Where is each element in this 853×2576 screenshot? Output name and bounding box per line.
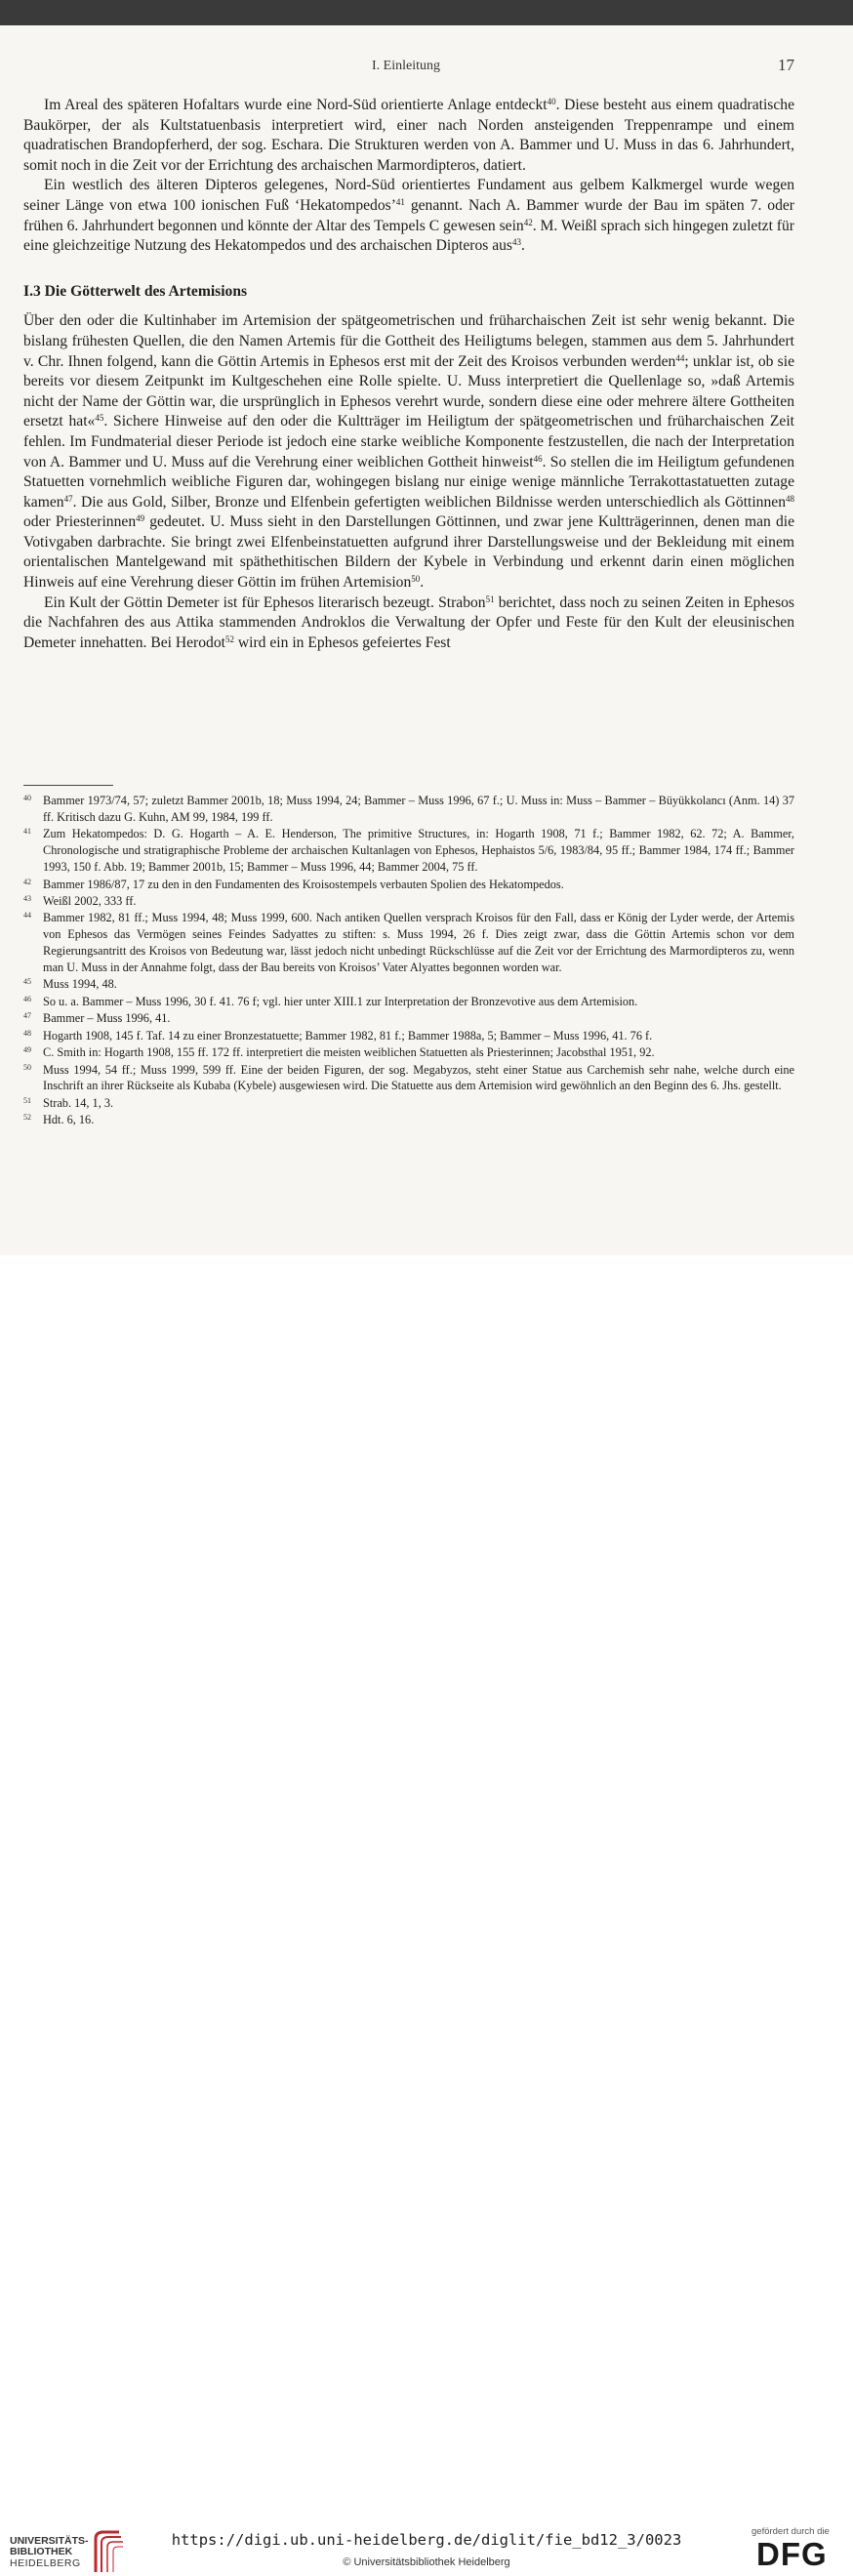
footnote-text: Muss 1994, 54 ff.; Muss 1999, 599 ff. Eine der beiden Figuren, der sog. Megabyzos, steht einer Statue aus Carchemish sehr nahe, welche durch eine Inschrift an ihrer Rückseite als Kubaba (Kybele) ausgewiesen wird. Die Statuette aus dem Artemision wird gewöhnlich an den Beginn des 6. Jhs. gestellt. bbox=[43, 1062, 794, 1093]
scan-top-edge bbox=[0, 0, 853, 25]
footnote-text: Hogarth 1908, 145 f. Taf. 14 zu einer Bronzestatuette; Bammer 1982, 81 f.; Bammer 1988a, 5; Bammer – Muss 1996, 41. 76 f. bbox=[43, 1028, 653, 1043]
paragraph: Im Areal des späteren Hofaltars wurde eine Nord-Süd orientierte Anlage entdeckt$^{40}$. Diese besteht aus einem quadratische Baukörper, der als Kultstatuenbasis interpretiert wird, einer nach Norden ansteigenden Treppenrampe und einem quadratischen Brandopferherd, der sog. Eschara. Die Strukturen werden von A. Bammer und U. Muss in das 6. Jahrhundert, somit noch in die Zeit vor der Errichtung des archaischen Marmordipteros, datiert. bbox=[23, 97, 794, 174]
footnote-number: 43 bbox=[23, 893, 31, 903]
footnote-number: 48 bbox=[23, 1028, 31, 1038]
footnote-ref[interactable]: 48 bbox=[786, 493, 794, 504]
footnote-number: 45 bbox=[23, 977, 31, 987]
footnote-number: 42 bbox=[23, 877, 31, 886]
footnote-ref[interactable]: 45 bbox=[95, 413, 104, 424]
footnote bbox=[23, 826, 794, 876]
footnote-ref[interactable]: 42 bbox=[523, 217, 533, 227]
main-text bbox=[23, 96, 794, 653]
footnote-ref[interactable]: 52 bbox=[224, 634, 234, 644]
footnote-text: So u. a. Bammer – Muss 1996, 30 f. 41. 76 f; vgl. hier unter XIII.1 zur Interpretation der Bronzevotive aus dem Artemision. bbox=[43, 994, 638, 1008]
footnote-text: Zum Hekatompedos: D. G. Hogarth – A. E. Henderson, The primitive Structures, in: Hogarth 1908, 71 f.; Bammer 1982, 62. 72; A. Bammer, Chronologische und stratigraphische Probleme der archaischen Kultanlagen von Ephesos, Hephaistos 5/6, 1983/84, 95 ff.; Bammer 1984, 174 ff.; Bammer 1993, 150 f. Abb. 19; Bammer 2001b, 15; Bammer – Muss 1996, 44; Bammer 2004, 75 ff. bbox=[43, 827, 794, 875]
footnote-number: 51 bbox=[23, 1095, 31, 1105]
footnote bbox=[23, 793, 794, 826]
footnote-text: Bammer 1973/74, 57; zuletzt Bammer 2001b, 18; Muss 1994, 24; Bammer – Muss 1996, 67 f.; U. Muss in: Muss – Bammer – Büyükkolancı (Anm. 14) 37 ff. Kritisch dazu G. Kuhn, AM 99, 1984, 199 ff. bbox=[43, 794, 794, 824]
footnote-ref[interactable]: 47 bbox=[63, 493, 73, 504]
footnote-number: 46 bbox=[23, 994, 31, 1003]
footnote bbox=[23, 1062, 794, 1095]
footnote-ref[interactable]: 40 bbox=[547, 97, 556, 106]
footnotes bbox=[23, 793, 794, 1129]
footnote-ref[interactable]: 51 bbox=[485, 593, 495, 604]
page-number: 17 bbox=[778, 56, 794, 74]
footnote-number: 47 bbox=[23, 1011, 31, 1021]
footnote bbox=[23, 1010, 794, 1027]
footnote-ref[interactable]: 49 bbox=[136, 513, 145, 524]
footnote-text: Bammer 1982, 81 ff.; Muss 1994, 48; Muss 1999, 600. Nach antiken Quellen versprach Kroisos für den Fall, dass er König der Lyder werde, der Artemis von Ephesos das Vermögen seines Feindes Sadyattes zu stiften: s. Muss 1994, 26 f. Dies zeigt zwar, dass die Göttin Artemis schon vor dem Regierungsantritt des Kroisos von Bedeutung war, lässt jedoch nicht unbedingt Rückschlüsse auf die Zeit vor der Errichtung des Marmordipteros zu, wenn man U. Muss in der Annahme folgt, dass der Bau bereits von Kroisos’ Vater Alyattes begonnen worden war. bbox=[43, 911, 794, 975]
footnote-separator bbox=[23, 785, 113, 786]
footnote bbox=[23, 1044, 794, 1061]
footnote bbox=[23, 1095, 794, 1112]
footnote bbox=[23, 910, 794, 976]
footnote-ref[interactable]: 43 bbox=[512, 237, 522, 248]
running-head: I. Einleitung bbox=[372, 59, 440, 73]
footnote-ref[interactable]: 46 bbox=[533, 453, 543, 464]
copyright-notice: © Universitätsbibliothek Heidelberg bbox=[343, 2556, 510, 2568]
footnote-ref[interactable]: 50 bbox=[411, 574, 421, 585]
viewer-footer bbox=[0, 1255, 853, 2572]
footnote bbox=[23, 893, 794, 910]
footnote bbox=[23, 877, 794, 893]
footnote-text: Strab. 14, 1, 3. bbox=[43, 1095, 114, 1110]
footnote-number: 41 bbox=[23, 827, 31, 837]
footnote-number: 40 bbox=[23, 794, 31, 802]
paragraph: Ein westlich des älteren Dipteros gelegenes, Nord-Süd orientiertes Fundament aus gelbem Kalkmergel wurde wegen seiner Länge von etwa 100 ionischen Fuß ‘Hekatompedos’$^{41}$ genannt. Nach A. Bammer wurde der Bau im späten 7. oder frühen 6. Jahrhundert begonnen und könnte der Altar des Tempels C gewesen sein$^{42}$. M. Weißl sprach sich hingegen zuletzt für eine gleichzeitige Nutzung des Hekatompedos und des archaischen Dipteros aus$^{43}$. bbox=[23, 177, 794, 255]
footnote-text: C. Smith in: Hogarth 1908, 155 ff. 172 ff. interpretiert die meisten weiblichen Statuetten als Priesterinnen; Jacobsthal 1951, 92. bbox=[43, 1045, 655, 1060]
footnote-text: Bammer – Muss 1996, 41. bbox=[43, 1011, 171, 1026]
footnote bbox=[23, 976, 794, 993]
footnote-number: 44 bbox=[23, 911, 31, 920]
footnote bbox=[23, 1112, 794, 1128]
permalink-url[interactable]: https://digi.ub.uni-heidelberg.de/diglit/fie_bd12_3/0023 bbox=[171, 2531, 682, 2549]
footnote-ref[interactable]: 41 bbox=[395, 196, 405, 207]
paragraph: Ein Kult der Göttin Demeter ist für Ephesos literarisch bezeugt. Strabon$^{51}$ berichtet, dass noch zu seinen Zeiten in Ephesos die Nachfahren des aus Attika stammenden Androklos die Verwaltung der Opfer und Feste für den Kult der eleusinischen Demeter innehatten. Bei Herodot$^{52}$ wird ein in Ephesos gefeiertes Fest bbox=[23, 593, 795, 651]
footnote-text: Bammer 1986/87, 17 zu den in den Fundamenten des Kroisostempels verbauten Spolien des Hekatompedos. bbox=[43, 877, 564, 891]
footnote bbox=[23, 1028, 794, 1044]
footnote-number: 50 bbox=[23, 1062, 31, 1072]
footnote-number: 49 bbox=[23, 1045, 31, 1055]
library-name: UNIVERSITÄTS- BIBLIOTHEK HEIDELBERG bbox=[10, 2534, 89, 2569]
section-heading: I.3 Die Götterwelt des Artemisions bbox=[23, 282, 248, 300]
footnote bbox=[23, 994, 794, 1010]
footnote-text: Weißl 2002, 333 ff. bbox=[43, 893, 137, 908]
scanned-page bbox=[0, 0, 853, 1255]
footnote-number: 52 bbox=[23, 1113, 31, 1123]
footnote-ref[interactable]: 44 bbox=[675, 352, 685, 363]
dfg-logo[interactable]: DFG bbox=[756, 2536, 828, 2572]
paragraph: Über den oder die Kultinhaber im Artemision der spätgeometrischen und früharchaischen Zeit ist sehr wenig bekannt. Die bislang frühesten Quellen, die den Namen Artemis für die Gottheit des Heiligtums belegen, stammen aus dem 5. Jahrhundert v. Chr. Ihnen folgend, kann die Göttin Artemis in Ephesos erst mit der Zeit des Kroisos verbunden werden$^{44}$; unklar ist, ob sie bereits vor diesem Zeitpunkt im Kultgeschehen eine Rolle spielte. U. Muss interpretiert die Quellenlage so, »daß Artemis nicht der Name der Göttin war, die ursprünglich in Ephesos verehrt wurde, sondern diese eine oder mehrere ältere Gottheiten ersetzt hat«$^{45}$. Sichere Hinweise auf den oder die Kultträger im Heiligtum der spätgeometrischen und früharchaischen Zeit fehlen. Im Fundmaterial dieser Periode ist jedoch eine starke weibliche Komponente festzustellen, die nach der Interpretation von A. Bammer und U. Muss auf die Verehrung einer weiblichen Gottheit hinweist$^{46}$. So stellen die im Heiligtum gefundenen Statuetten vornehmlich weibliche Figuren dar, wohingegen bislang nur einige wenige männliche Terrakottastatuetten zutage kamen$^{47}$. Die aus Gold, Silber, Bronze und Elfenbein gefertigten weiblichen Bildnisse werden unterschiedlich als Göttinnen$^{48}$ oder Priesterinnen$^{49}$ gedeutet. U. Muss sieht in den Darstellungen Göttinnen, und zwar jene Kultträgerinnen, denen man die Votivgaben darbrachte. Sie bringt zwei Elfenbeinstatuetten aufgrund ihrer Darstellungsweise und der Bekleidung mit einem orientalischen Mantelgewand mit späthethitischen Bildern der Kybele in Verbindung und erkennt darin einen möglichen Hinweis auf eine Verehrung dieser Göttin im frühen Artemision$^{50}$. bbox=[23, 312, 795, 592]
footnote-text: Hdt. 6, 16. bbox=[43, 1113, 95, 1127]
footnote-text: Muss 1994, 48. bbox=[43, 977, 117, 992]
funding-caption: gefördert durch die bbox=[751, 2526, 830, 2537]
